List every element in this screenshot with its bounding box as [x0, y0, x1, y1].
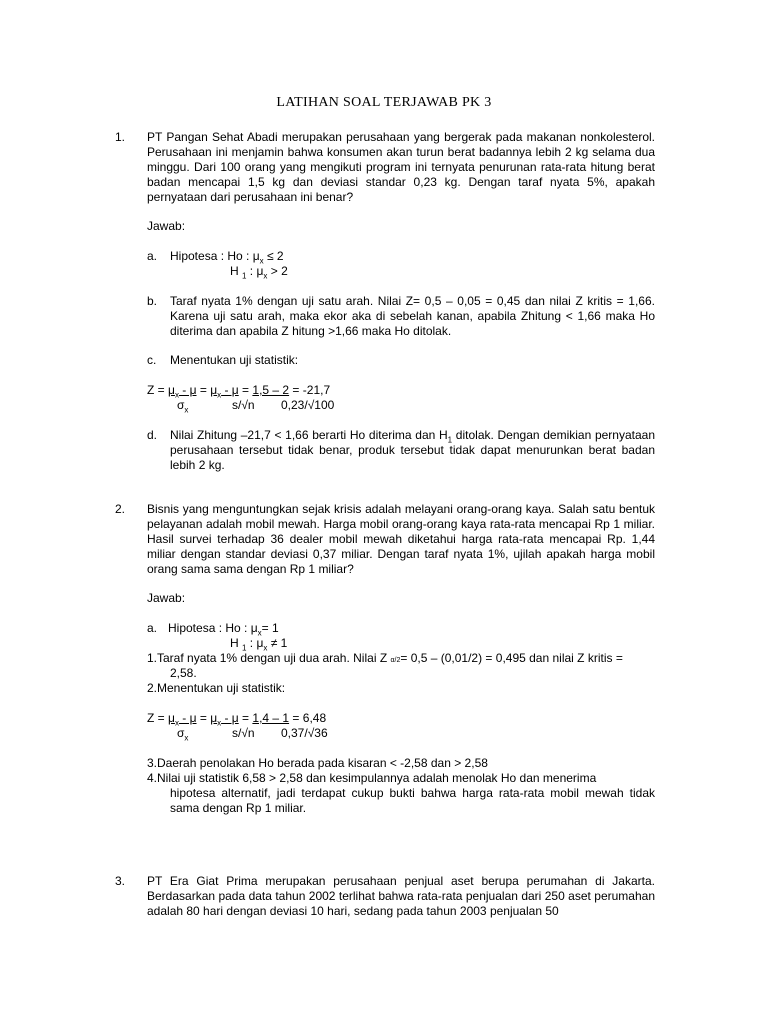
q2-step4-rest: hipotesa alternatif, jadi terdapat cukup bukti bahwa harga rata-rata mobil mewah tidak sama dengan Rp 1 miliar. [170, 786, 655, 815]
q1-jawab-label: Jawab: [147, 219, 186, 233]
q2-number: 2. [115, 502, 126, 516]
q3-text: PT Era Giat Prima merupakan perusahaan penjual aset berupa perumahan di Jakarta. Berdasarkan pada data tahun 2002 terlihat bahwa rata-rata penjualan dari 250 aset perumahan adalah 80 hari dengan deviasi 10 hari, sedang pada tahun 2003 penjualan 50 [147, 874, 655, 918]
q1-formula-sigma: $\sigma_x$ [177, 398, 189, 415]
q2-step4-line1: 4.Nilai uji statistik 6,58 > 2,58 dan kesimpulannya adalah menolak Ho dan menerima [147, 771, 597, 785]
q1-hypothesis-ho: Hipotesa : Ho : $\mu_x \le 2$ [170, 249, 284, 266]
q2-jawab-label: Jawab: [147, 591, 186, 605]
q1-number: 1. [115, 130, 126, 144]
q2-step2: 2.Menentukan uji statistik: [147, 681, 286, 695]
q2-text: Bisnis yang menguntungkan sejak krisis adalah melayani orang-orang kaya. Salah satu bentuk pelayanan adalah mobil mewah. Harga mobil orang-orang kaya rata-rata mencapai Rp 1 miliar. Hasil survei terhadap 36 dealer mobil mewah diketahui harga rata-rata mencapai Rp. 1,44 miliar dengan standar deviasi 0,37 miliar. Dengan taraf nyata 1%, ujilah apakah harga mobil orang sama sama dengan Rp 1 miliar? [147, 502, 655, 576]
q1-b-label: b. [147, 294, 158, 308]
page-title: LATIHAN SOAL TERJAWAB PK 3 [276, 95, 492, 110]
q3-number: 3. [115, 874, 126, 888]
q1-formula-sqrt: s/√n [232, 398, 255, 412]
q2-step1-line1: 1.Taraf nyata 1% dengan uji dua arah. Nilai Z α/2= 0,5 – (0,01/2) = 0,495 dan nilai Z kritis = [147, 651, 623, 665]
q1-formula-denominator: 0,23/√100 [281, 398, 335, 412]
q1-c-text: Menentukan uji statistik: [170, 353, 299, 367]
q2-hypothesis-h1: H $_1$ : $\mu_x \ne 1$ [230, 636, 288, 653]
q1-a-label: a. [147, 249, 158, 263]
q2-step1-line2: 2,58. [170, 666, 197, 680]
q2-formula-sigma: $\sigma_x$ [177, 726, 189, 743]
q1-b-text: Taraf nyata 1% dengan uji satu arah. Nilai Z= 0,5 – 0,05 = 0,45 dan nilai Z kritis = 1,66. Karena uji satu arah, maka ekor aka di sebelah kanan, apabila Zhitung < 1,66 maka Ho diterima dan apabila Z hitung >1,66 maka Ho ditolak. [170, 294, 655, 338]
q2-hypothesis-ho: Hipotesa : Ho : $\mu_x= 1$ [168, 621, 279, 638]
q1-formula-top: $Z = \mu_x - \mu = \mu_x - \mu = 1,5 - 2 = -21,7$ [147, 383, 331, 400]
q2-formula-top: $Z = \mu_x - \mu = \mu_x - \mu = 1,4 - 1 = 6,48$ [147, 711, 327, 728]
q2-formula-sqrt: s/√n [232, 726, 255, 740]
q1-hypothesis-h1: H $_1$ : $\mu_x > 2$ [230, 264, 288, 281]
q1-text: PT Pangan Sehat Abadi merupakan perusahaan yang bergerak pada makanan nonkolesterol. Perusahaan ini menjamin bahwa konsumen akan turun berat badannya lebih 2 kg selama dua minggu. Dari 100 orang yang mengikuti program ini ternyata penurunan rata-rata hitung berat badan mencapai 1,5 kg dan deviasi standar 0,23 kg. Dengan taraf nyata 5%, apakah pernyataan dari perusahaan ini benar? [147, 130, 655, 204]
q2-a-label: a. [147, 621, 158, 635]
q1-d-label: d. [147, 428, 158, 442]
q1-d-text: Nilai Zhitung –21,7 < 1,66 berarti Ho diterima dan $H_1$ ditolak. Dengan demikian pernyataan perusahaan tersebut tidak benar, produk tersebut tidak dapat menurunkan berat badan lebih 2 kg. [170, 428, 656, 472]
q2-step3: 3.Daerah penolakan Ho berada pada kisaran < -2,58 dan > 2,58 [147, 756, 488, 770]
q1-c-label: c. [147, 353, 157, 367]
q2-formula-denominator: 0,37/√36 [281, 726, 328, 740]
